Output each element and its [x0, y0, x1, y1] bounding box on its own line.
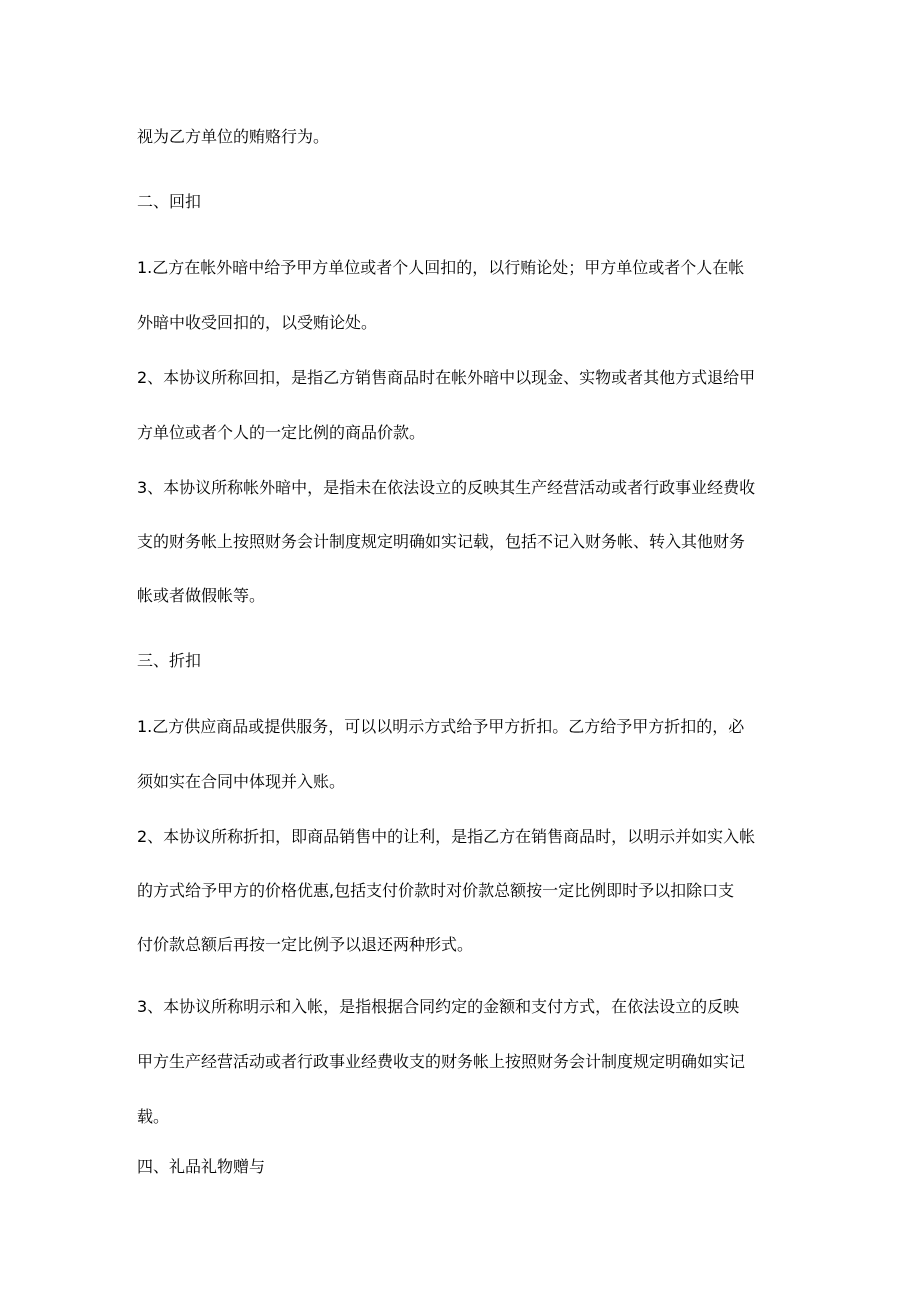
text-line: 载。 [137, 1107, 170, 1126]
text-line: 1.乙方供应商品或提供服务，可以以明示方式给予甲方折扣。乙方给予甲方折扣的，必 [137, 717, 745, 736]
paragraph-bribery-definition-end [137, 127, 787, 147]
section-heading: 三、折扣 [137, 651, 202, 670]
text-line: 视为乙方单位的贿赂行为。 [137, 127, 330, 146]
text-line: 支的财务帐上按照财务会计制度规定明确如实记载，包括不记入财务帐、转入其他财务 [137, 532, 746, 551]
text-line: 的方式给予甲方的价格优惠,包括支付价款时对价款总额按一定比例即时予以扣除口支 [137, 881, 735, 900]
section-heading-gifts [137, 1157, 787, 1177]
text-line: 甲方生产经营活动或者行政事业经费收支的财务帐上按照财务会计制度规定明确如实记 [137, 1052, 746, 1071]
paragraph-discount-3 [137, 997, 787, 1127]
text-line: 1.乙方在帐外暗中给予甲方单位或者个人回扣的，以行贿论处；甲方单位或者个人在帐 [137, 258, 745, 277]
paragraph-discount-1 [137, 717, 787, 792]
text-line: 方单位或者个人的一定比例的商品价款。 [137, 423, 426, 442]
text-line: 2、本协议所称回扣，是指乙方销售商品时在帐外暗中以现金、实物或者其他方式退给甲 [137, 368, 756, 387]
paragraph-kickback-1 [137, 258, 787, 333]
paragraph-kickback-3 [137, 478, 787, 606]
text-line: 外暗中收受回扣的，以受贿论处。 [137, 313, 378, 332]
text-line: 付价款总额后再按一定比例予以退还两种形式。 [137, 935, 474, 954]
text-line: 帐或者做假帐等。 [137, 586, 266, 605]
section-heading-kickback [137, 192, 787, 212]
section-heading: 四、礼品礼物赠与 [137, 1157, 266, 1176]
text-line: 3、本协议所称明示和入帐，是指根据合同约定的金额和支付方式，在依法设立的反映 [137, 997, 740, 1016]
section-heading-discount [137, 651, 787, 671]
paragraph-discount-2 [137, 827, 787, 955]
text-line: 须如实在合同中体现并入账。 [137, 772, 346, 791]
text-line: 2、本协议所称折扣，即商品销售中的让利，是指乙方在销售商品时，以明示并如实入帐 [137, 827, 756, 846]
text-line: 3、本协议所称帐外暗中，是指未在依法设立的反映其生产经营活动或者行政事业经费收 [137, 478, 756, 497]
section-heading: 二、回扣 [137, 192, 202, 211]
paragraph-kickback-2 [137, 368, 787, 443]
